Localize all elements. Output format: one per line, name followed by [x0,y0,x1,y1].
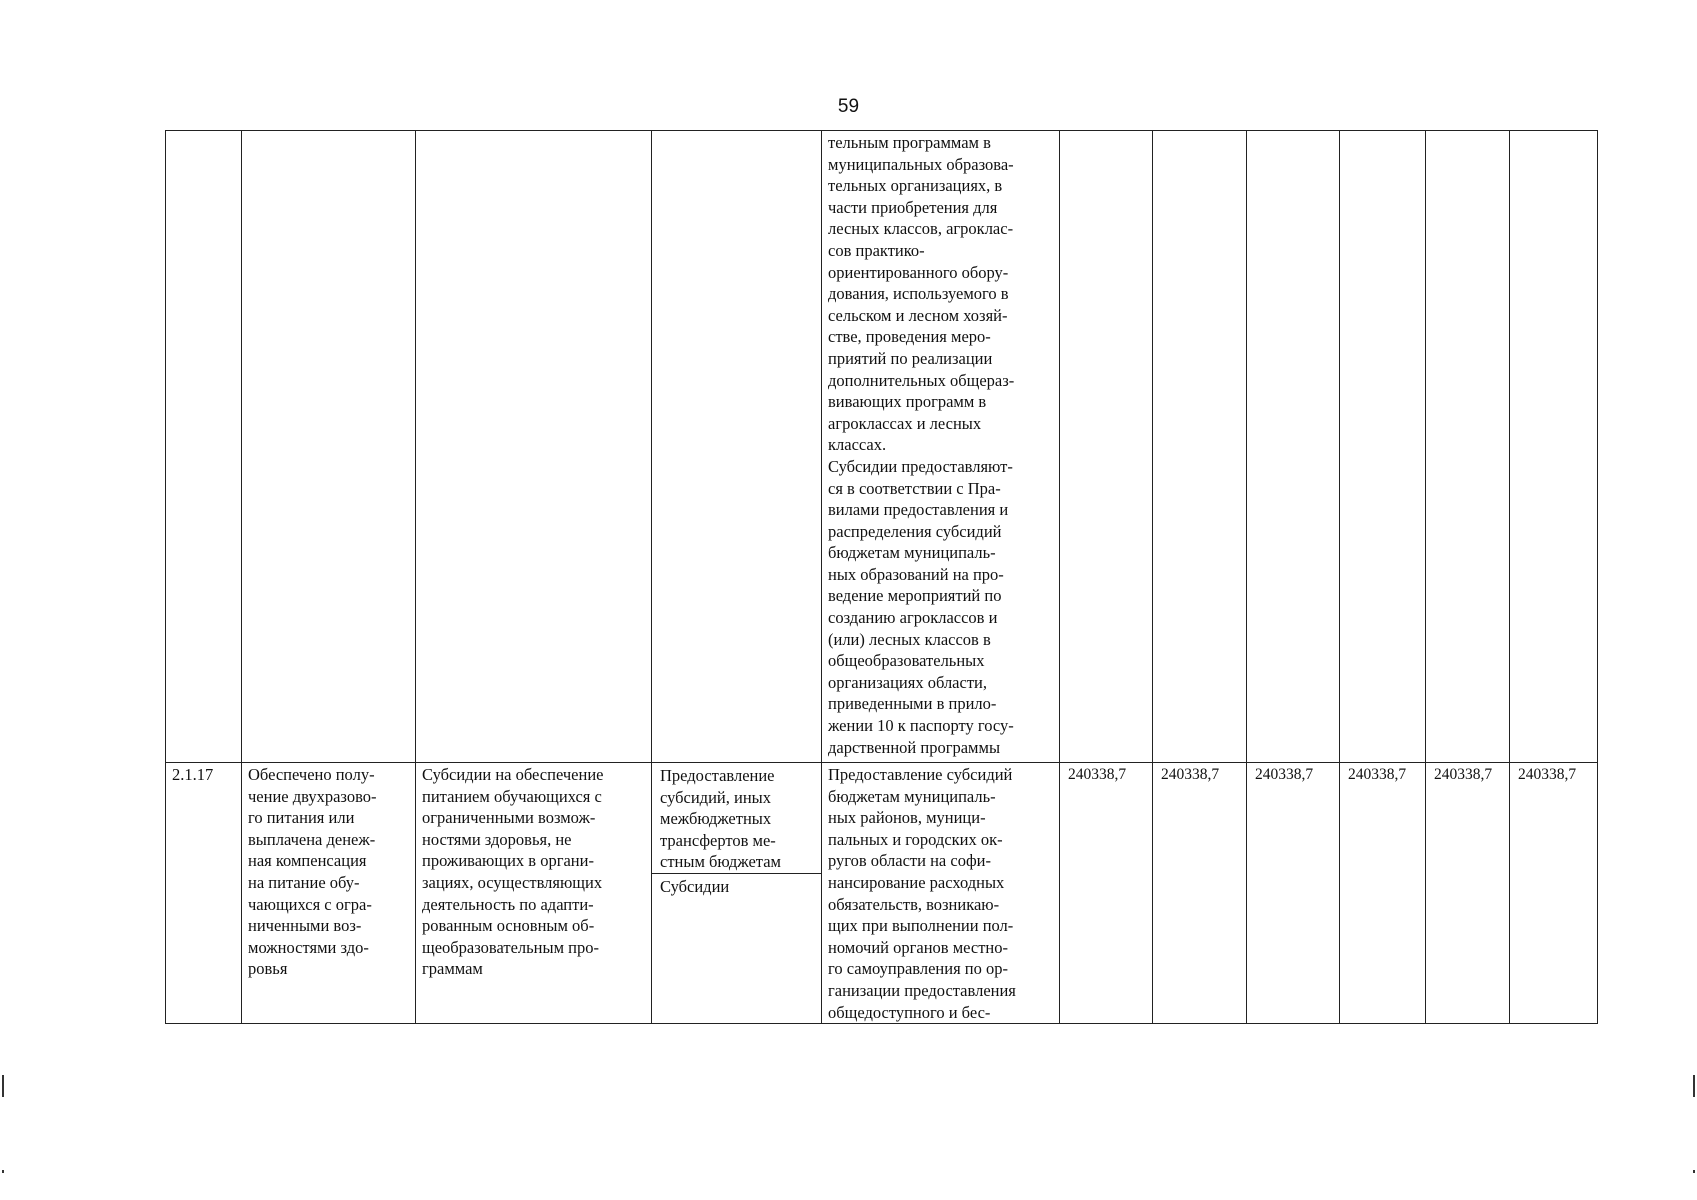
cell-mechanism-empty [652,131,822,763]
page-number: 59 [837,96,860,117]
scan-mark-left-low [2,1170,4,1173]
row-number: 2.1.17 [172,765,214,784]
cell-value-4: 240338,7 [1340,763,1426,1024]
cell-value-3: 240338,7 [1247,763,1340,1024]
mechanism-type-text: Субсидии [660,876,730,896]
cell-description-continued [822,131,1060,763]
mechanism-text: Предоставление субсидий, иных межбюджетных трансфертов ме- стным бюджетам [652,763,821,874]
cell-activity [416,763,652,1024]
description-continued-text: тельным программам в муниципальных образова- тельных организациях, в части приобретения для лесных классов, агроклас- сов практико- ориентированного обору- дования, используемого в сельском и лесном хозяй- стве, проведения меро- приятий по реализации дополнительных общераз- вивающих программ в агроклассах и лесных классах. Субсидии предоставляют- ся в соответствии с Пра- вилами предоставления и распределения субсидий бюджетам муниципаль- ных образований на про- ведение мероприятий по созданию агроклассов и (или) лесных классов в общеобразовательных организациях области, приведенными в прило- жении 10 к паспорту госу- дарственной программы [828,133,1015,757]
cell-value-empty [1426,131,1510,763]
cell-value-empty [1510,131,1598,763]
cell-activity-empty [416,131,652,763]
cell-value-5: 240338,7 [1426,763,1510,1024]
table-row-2-1-17 [166,763,1598,1024]
description-text: Предоставление субсидий бюджетам муниципаль- ных районов, муници- пальных и городских ок- ругов области на софи- нансирование расходных обязательств, возникаю- щих при выполнении пол- номочий органов местно- го самоуправления по ор- ганизации предоставления общедоступного и бес- [828,765,1016,1022]
cell-mechanism [652,763,822,1024]
scan-mark-right [1693,1075,1695,1097]
cell-value-6: 240338,7 [1510,763,1598,1024]
result-text: Обеспечено полу- чение двухразово- го питания или выплачена денеж- ная компенсация на питание обу- чающихся с огра- ниченными воз- можностями здо- ровья [248,765,377,979]
cell-value-empty [1153,131,1247,763]
cell-number-empty [166,131,242,763]
cell-result-empty [242,131,416,763]
cell-value-empty [1060,131,1153,763]
program-table [165,130,1598,1024]
table-row-continuation [166,131,1598,763]
cell-value-empty [1340,131,1426,763]
scan-mark-right-low [1693,1170,1695,1173]
cell-value-1: 240338,7 [1060,763,1153,1024]
cell-row-number [166,763,242,1024]
activity-text: Субсидии на обеспечение питанием обучающихся с ограниченными возмож- ностями здоровья, не проживающих в органи- зациях, осуществляющих деятельность по адапти- рованным основным об- щеобразовательным про- граммам [422,765,604,979]
cell-value-empty [1247,131,1340,763]
cell-result [242,763,416,1024]
scan-mark-left [2,1075,4,1097]
cell-value-2: 240338,7 [1153,763,1247,1024]
cell-description [822,763,1060,1024]
